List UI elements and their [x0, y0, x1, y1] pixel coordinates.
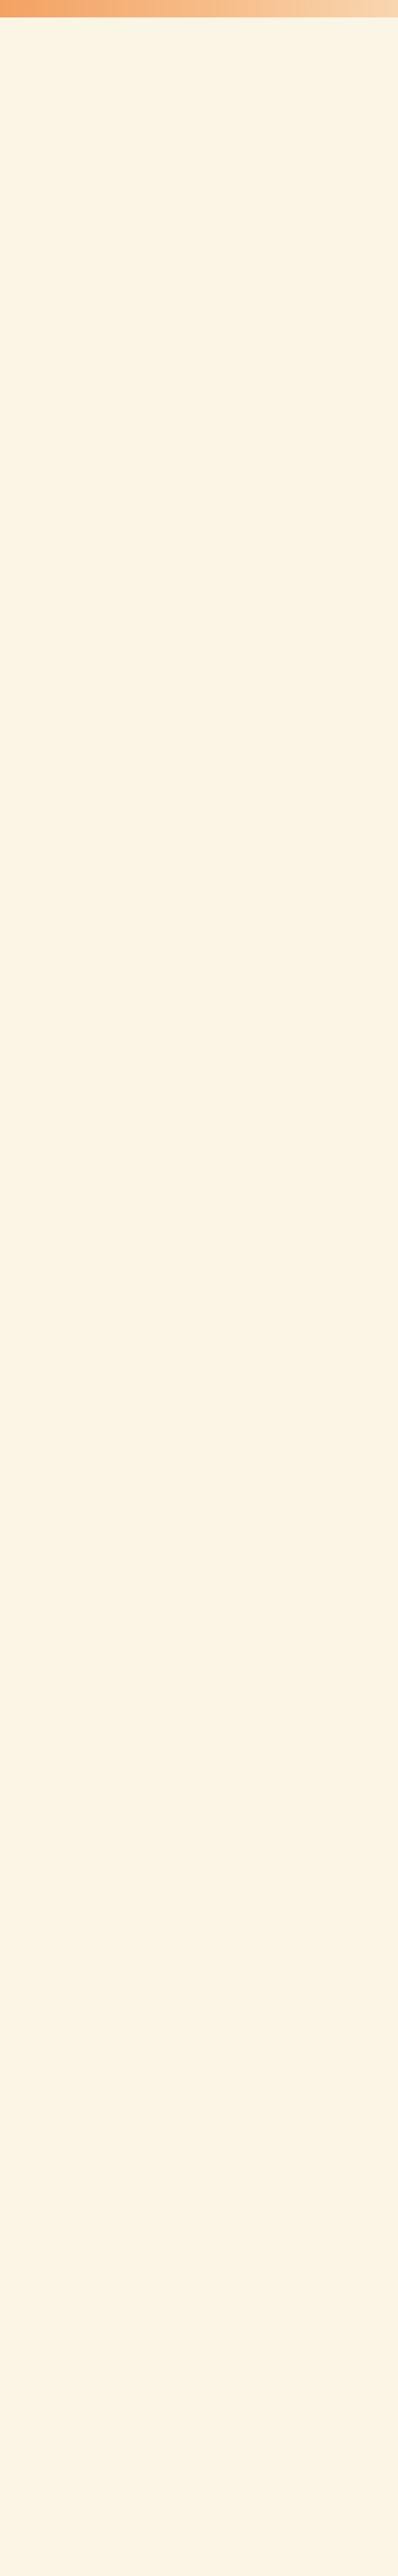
- certificate-plan-banner: [0, 0, 398, 17]
